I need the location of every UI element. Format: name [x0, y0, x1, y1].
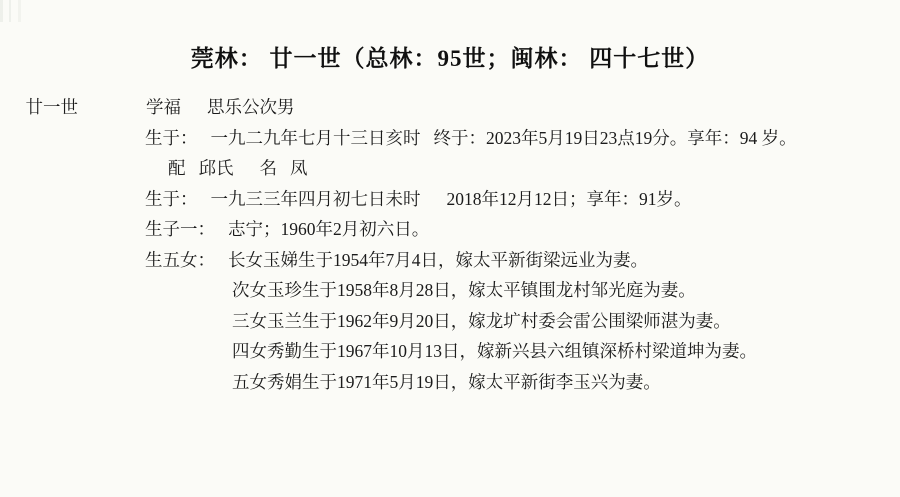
- spouse-birth-value: 一九三三年四月初七日未时: [210, 188, 421, 209]
- daughters-label: 生五女：: [145, 249, 215, 270]
- age-label: 享年：: [687, 127, 740, 148]
- sons-line: [0, 221, 900, 239]
- daughters-line: [0, 249, 900, 270]
- daughters-line: [0, 343, 900, 361]
- generation-label: 廿一世: [25, 97, 78, 117]
- spouse-birth-death-line: [0, 188, 900, 209]
- daughter-entry: 三女玉兰生于1962年9月20日，嫁龙圹村委会雷公围梁师湛为妻。: [232, 310, 731, 331]
- death-value: 2023年5月19日23点19分。: [486, 127, 688, 148]
- entry-header-line: [0, 99, 900, 117]
- birth-label: 生于：: [145, 127, 198, 148]
- scan-texture: [0, 0, 900, 22]
- age-value: 94 岁。: [739, 127, 797, 148]
- spouse-birth-label: 生于：: [145, 188, 198, 209]
- daughter-entry: 次女玉珍生于1958年8月28日，嫁太平镇围龙村邹光庭为妻。: [232, 280, 696, 300]
- genealogy-entry: [0, 99, 900, 391]
- spouse-name-label: 名: [259, 158, 277, 178]
- birth-value: 一九二九年七月十三日亥时: [210, 127, 421, 148]
- daughter-entry: 四女秀勤生于1967年10月13日，嫁新兴县六组镇深桥村梁道坤为妻。: [232, 341, 757, 361]
- person-name: 学福: [146, 97, 181, 117]
- daughter-entry: 长女玉娣生于1954年7月4日，嫁太平新街梁远业为妻。: [228, 249, 648, 270]
- spouse-death-value: 2018年12月12日；: [446, 188, 587, 209]
- spouse-surname: 邱氏: [198, 158, 234, 178]
- death-label: 终于：: [433, 127, 486, 148]
- daughters-line: [0, 310, 900, 331]
- spouse-age-label: 享年：: [586, 188, 639, 209]
- birth-death-line: [0, 127, 900, 148]
- sons-value: 志宁；1960年2月初六日。: [228, 219, 430, 239]
- spouse-age-value: 91岁。: [639, 188, 692, 209]
- daughters-line: [0, 282, 900, 300]
- daughter-entry: 五女秀娟生于1971年5月19日，嫁太平新街李玉兴为妻。: [232, 371, 661, 392]
- page-title: 莞林： 廿一世（总林：95世；闽林： 四十七世）: [190, 46, 710, 71]
- person-relation: 思乐公次男: [207, 97, 295, 117]
- daughters-line: [0, 371, 900, 392]
- sons-label: 生子一：: [145, 219, 215, 239]
- spouse-prefix: 配: [168, 158, 186, 178]
- spouse-line: [0, 160, 900, 178]
- spouse-name: 凤: [290, 158, 308, 178]
